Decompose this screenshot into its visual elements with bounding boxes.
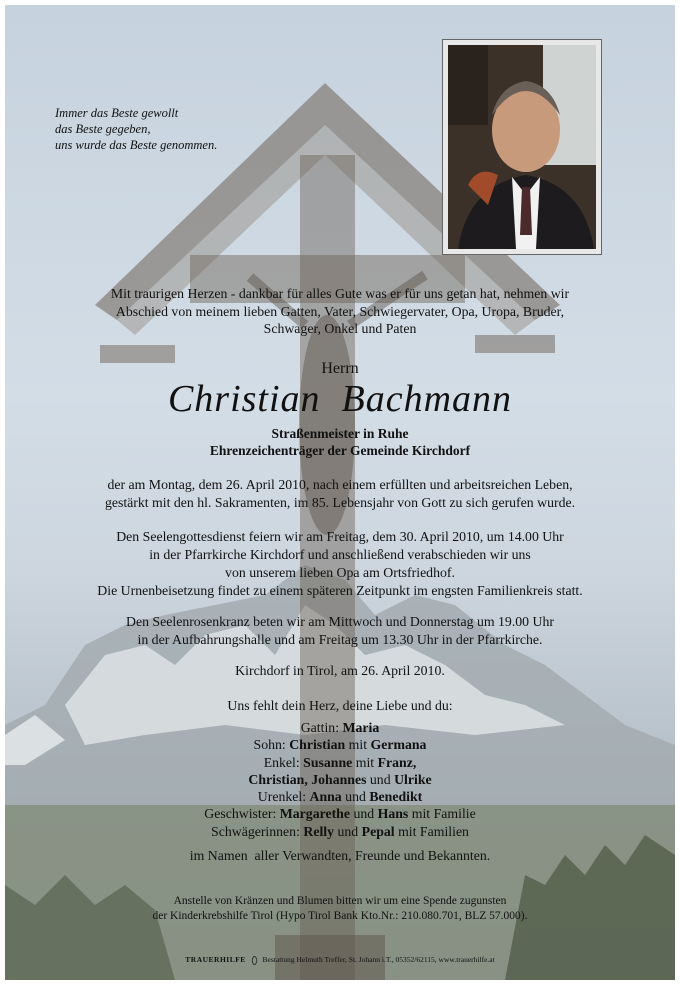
family-list [5,719,675,840]
footer-text: Bestattung Helmuth Treffer, St. Johann i.T., 05352/62115, www.trauerhilfe.at [262,955,495,964]
family-row-gattin [5,719,675,736]
paragraph-line: Die Urnenbeisetzung findet zu einem späteren Zeitpunkt im engsten Familienkreis statt. [97,583,583,598]
family-member: Anna [309,789,342,805]
intro-line: Mit traurigen Herzen - dankbar für alles Gute was er für uns getan hat, nehmen wir [110,286,570,301]
portrait-frame [442,39,602,255]
intro-line: Schwager, Onkel und Paten [263,321,417,336]
quote-line: Immer das Beste gewollt [55,106,179,120]
family-suffix: mit Familie [411,806,476,822]
paragraph-line: in der Pfarrkirche Kirchdorf und anschließend verabschieden wir uns [149,547,531,562]
family-suffix: mit Familien [398,823,469,839]
family-member: Ulrike [394,771,432,787]
title-line: Straßenmeister in Ruhe [271,426,409,441]
portrait-photo [448,45,596,249]
intro-paragraph [5,285,675,338]
deceased-titles [5,425,675,459]
family-row-schwaegerinnen [5,823,675,840]
family-label: Geschwister: [204,806,277,822]
family-label: Urenkel: [257,789,307,805]
family-member: Benedikt [369,789,423,805]
intro-line: Abschied von meinem lieben Gatten, Vater, Schwiegervater, Opa, Uropa, Bruder, [115,303,565,319]
paragraph-line: Den Seelengottesdienst feiern wir am Freitag, dem 30. April 2010, um 14.00 Uhr [116,529,564,544]
family-connector: und [353,806,375,822]
donation-line: Anstelle von Kränzen und Blumen bitten wir um eine Spende zugunsten [173,895,507,907]
death-paragraph [5,476,675,512]
family-member: Franz, [377,754,417,770]
leaf-icon [251,956,258,965]
title-line: Ehrenzeichenträger der Gemeinde Kirchdorf [209,443,471,458]
family-row-enkel [5,754,675,771]
family-member: Susanne [303,754,353,770]
family-member: Relly [303,823,335,839]
family-row-geschwister [5,805,675,822]
family-row-sohn [5,736,675,753]
family-connector: mit [355,754,375,770]
family-row-enkel-cont [5,771,675,788]
quote-line: uns wurde das Beste genommen. [55,138,218,152]
family-label: Enkel: [263,754,300,770]
mourning-line: Uns fehlt dein Herz, deine Liebe und du: [227,698,453,713]
family-member: Hans [377,806,409,822]
paragraph-line: Den Seelenrosenkranz beten wir am Mittwoch und Donnerstag um 19.00 Uhr [126,614,554,629]
family-member: Maria [342,720,380,735]
family-member: Margarethe [279,806,350,822]
family-member: Christian, Johannes [248,771,367,787]
family-member: Christian [289,737,346,753]
footer [5,955,675,965]
funeral-paragraph [5,528,675,600]
salutation: Herrn [321,360,359,377]
family-member: Pepal [361,823,395,839]
family-label: Sohn: [253,737,286,753]
family-connector: und [345,789,366,805]
family-connector: und [369,771,391,787]
family-member: Germana [370,737,427,753]
place-date: Kirchdorf in Tirol, am 26. April 2010. [235,663,445,678]
donation-line: der Kinderkrebshilfe Tirol (Hypo Tirol Bank Kto.Nr.: 210.080.701, BLZ 57.000). [152,910,528,922]
obituary-page [5,5,675,980]
relatives-line: im Namen aller Verwandten, Freunde und Bekannten. [189,848,491,863]
family-label: Schwägerinnen: [211,823,300,839]
paragraph-line: gestärkt mit den hl. Sakramenten, im 85. Lebensjahr von Gott zu sich gerufen wurde. [104,495,576,510]
paragraph-line: der am Montag, dem 26. April 2010, nach einem erfüllten und arbeitsreichen Leben, [107,477,573,492]
family-connector: und [337,823,359,839]
paragraph-line: in der Aufbahrungshalle und am Freitag um 13.30 Uhr in der Pfarrkirche. [137,632,543,647]
paragraph-line: von unserem lieben Opa am Ortsfriedhof. [225,565,455,580]
family-row-urenkel [5,788,675,805]
memorial-quote [55,105,217,153]
family-connector: mit [348,737,368,753]
deceased-name: Christian Bachmann [167,378,513,420]
family-label: Gattin: [300,720,340,735]
donation-notice [5,894,675,924]
rosary-paragraph [5,613,675,649]
footer-brand: TRAUERHILFE [185,955,246,964]
roof-beam-right [475,335,555,353]
quote-line: das Beste gegeben, [55,122,151,136]
